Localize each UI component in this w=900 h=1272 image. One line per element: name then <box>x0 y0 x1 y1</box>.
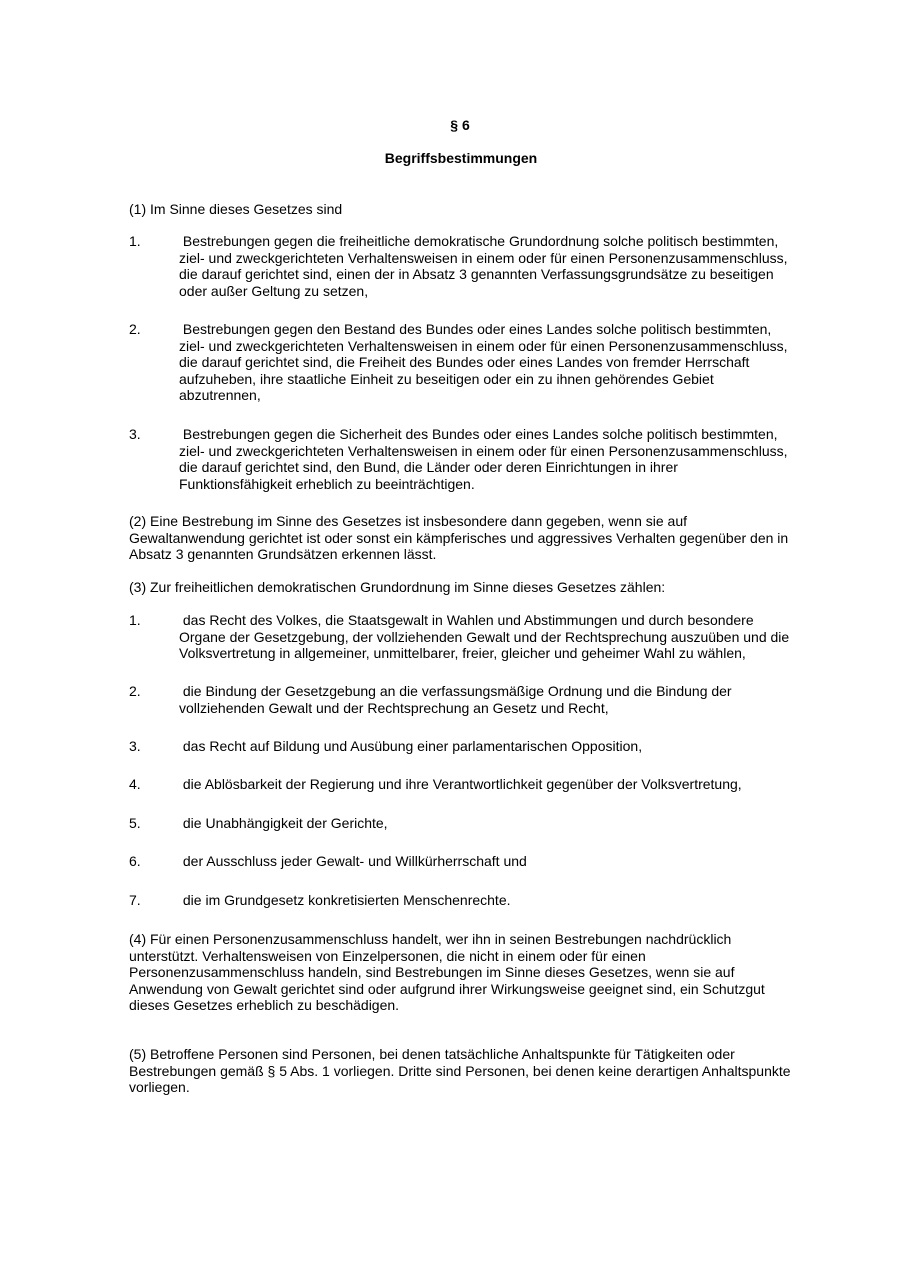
item-text: die Unabhängigkeit der Gerichte, <box>179 815 388 831</box>
absatz-4: (4) Für einen Personenzusammenschluss handelt, wer ihn in seinen Bestrebungen nachdrücklich unterstützt. Verhaltensweisen von Einzelpersonen, die nicht in einem oder für einen Personenzusammenschluss handeln, sind Bestrebungen im Sinne dieses Gesetzes, wenn sie auf Anwendung von Gewalt gerichtet sind oder aufgrund ihrer Wirkungsweise geeignet sind, ein Schutzgut dieses Gesetzes erheblich zu beschädigen. <box>129 931 765 1013</box>
item-text: Bestrebungen gegen die freiheitliche demokratische Grundordnung solche politisch bestimmten, ziel- und zweckgerichteten Verhaltensweisen in einem oder für einen Personenzusammenschluss, die darauf gerichtet sind, einen der in Absatz 3 genannten Verfassungsgrundsätze zu beseitigen oder außer Geltung zu setzen, <box>179 233 792 299</box>
absatz-3-item-6 <box>129 853 794 870</box>
item-number: 2. <box>129 321 141 337</box>
item-number: 6. <box>129 853 141 869</box>
item-number: 1. <box>129 233 141 249</box>
item-number: 2. <box>129 683 141 699</box>
absatz-2: (2) Eine Bestrebung im Sinne des Gesetzes ist insbesondere dann gegeben, wenn sie auf Gewaltanwendung gerichtet ist oder sonst ein kämpferisches und aggressives Verhalten gegenüber den in Absatz 3 genannten Grundsätzen erkennen lässt. <box>129 513 789 562</box>
absatz-3-item-5 <box>129 815 794 832</box>
absatz-1-item-1 <box>129 233 794 299</box>
item-text: die im Grundgesetz konkretisierten Menschenrechte. <box>179 892 511 908</box>
item-number: 3. <box>129 426 141 442</box>
absatz-1-intro: (1) Im Sinne dieses Gesetzes sind <box>129 201 343 217</box>
item-text: die Ablösbarkeit der Regierung und ihre Verantwortlichkeit gegenüber der Volksvertretung, <box>179 776 742 792</box>
section-title: Begriffsbestimmungen <box>384 150 538 166</box>
section-number: § 6 <box>450 117 470 133</box>
absatz-3-item-4 <box>129 776 794 793</box>
absatz-1-item-2 <box>129 321 794 404</box>
absatz-3-item-1 <box>129 612 794 662</box>
item-text: der Ausschluss jeder Gewalt- und Willkürherrschaft und <box>179 853 527 869</box>
item-text: die Bindung der Gesetzgebung an die verfassungsmäßige Ordnung und die Bindung der vollziehenden Gewalt und der Rechtsprechung an Gesetz und Recht, <box>179 683 736 716</box>
item-number: 1. <box>129 612 141 628</box>
item-text: das Recht des Volkes, die Staatsgewalt in Wahlen und Abstimmungen und durch besondere Organe der Gesetzgebung, der vollziehenden Gewalt und der Rechtsprechung auszuüben und die Volksvertretung in allgemeiner, unmittelbarer, freier, gleicher und geheimer Wahl zu wählen, <box>179 612 794 661</box>
item-number: 4. <box>129 776 141 792</box>
item-number: 5. <box>129 815 141 831</box>
item-text: Bestrebungen gegen den Bestand des Bundes oder eines Landes solche politisch bestimmten, ziel- und zweckgerichteten Verhaltensweisen in einem oder für einen Personenzusammenschluss, die darauf gerichtet sind, die Freiheit des Bundes oder eines Landes von fremder Herrschaft aufzuheben, ihre staatliche Einheit zu beseitigen oder ein zu ihnen gehörendes Gebiet abzutrennen, <box>179 321 792 403</box>
item-number: 7. <box>129 892 141 908</box>
item-number: 3. <box>129 738 141 754</box>
absatz-3-item-3 <box>129 738 794 755</box>
item-text: Bestrebungen gegen die Sicherheit des Bundes oder eines Landes solche politisch bestimmten, ziel- und zweckgerichteten Verhaltensweisen in einem oder für einen Personenzusammenschluss, die darauf gerichtet sind, den Bund, die Länder oder deren Einrichtungen in ihrer Funktionsfähigkeit erheblich zu beeinträchtigen. <box>179 426 792 492</box>
absatz-5: (5) Betroffene Personen sind Personen, bei denen tatsächliche Anhaltspunkte für Tätigkeiten oder Bestrebungen gemäß § 5 Abs. 1 vorliegen. Dritte sind Personen, bei denen keine derartigen Anhaltspunkte vorliegen. <box>129 1046 791 1095</box>
absatz-3-item-7 <box>129 892 794 909</box>
absatz-3-item-2 <box>129 683 794 716</box>
absatz-1-item-3 <box>129 426 794 492</box>
item-text: das Recht auf Bildung und Ausübung einer parlamentarischen Opposition, <box>179 738 643 754</box>
absatz-3-intro: (3) Zur freiheitlichen demokratischen Grundordnung im Sinne dieses Gesetzes zählen: <box>129 579 666 595</box>
